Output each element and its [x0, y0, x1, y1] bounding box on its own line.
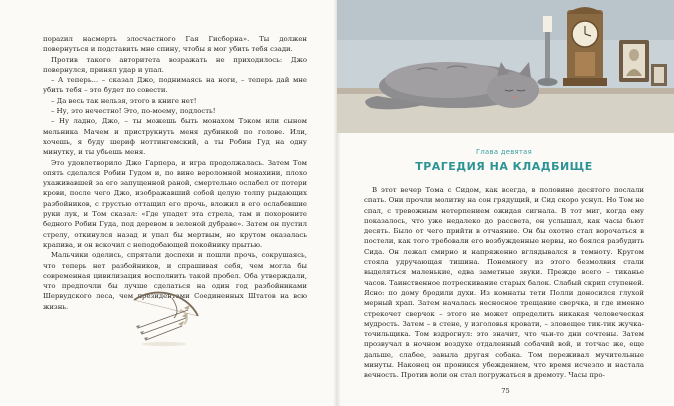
paragraph: порazил насмерть злосчастного Гая Гисборна». Ты должен повернуться и подставить мне спину, чтобы я мог убить тебя сзади. [43, 35, 307, 54]
page-number: 75 [501, 387, 510, 395]
paragraph: Это удовлетворило Джо Гарпера, и игра продолжалась. Затем Том опять сделался Робин Гудом и, по вине вероломной монахини, плохо ухаживавшей за его запущенной раной, смертельно ослабел от потери крови, после чего Джо, изображавший собой целую толпу рыдающих разбойников, с грустью оттащил его прочь, вложил в его ослабевшие руки лук, и Том сказал: «Где упадет эта стрела, там и похороните бедного Робин Гуда, под деревом в зеленой дубраве». Затем он пустил стрелу, откинулся назад и упал бы мертвым, но крутом оказалась крапива, и он вскочил с неподобающей покойнику прытью. [43, 158, 307, 249]
right-page [337, 0, 674, 406]
picture-frame-icon [619, 40, 649, 82]
paragraph: – Ну ладно, Джо, – ты можешь быть монахом Тэком или сыном мельника Мачем и приструкнуть меня дубинкой по голове. Или, хочешь, я буду шериф ноттингемский, а ты Робин Гуд на одну минутку, и ты убьешь меня. [43, 117, 307, 157]
sleeping-cat-illustration [337, 0, 674, 133]
right-text-block [364, 185, 644, 381]
paragraph: – Ну, это нечестно! Это, по-моему, подлость! [51, 107, 216, 116]
chapter-label: Глава девятая [475, 148, 533, 156]
left-text-block [43, 34, 307, 312]
paragraph: Мальчики оделись, спрятали доспехи и пошли прочь, сокрушаясь, что теперь нет разбойников, и спрашивая себя, чем могла бы современная цивилизация восполнить такой пробел. Оба утверждали, что предпочли бы лучше сделаться на один год разбойниками Шервудского леса, чем президентами Соединенных Штатов на всю жизнь. [43, 251, 307, 311]
bow-and-arrows-illustration [128, 288, 204, 348]
clock-icon [563, 7, 607, 86]
paragraph: В этот вечер Тома с Сидом, как всегда, в половине десятого послали спать. Они прочли молитву на сон грядущий, и Сид скоро уснул. Но Том не спал, с тревожным нетерпением ожидая сигнала. В тот миг, когда ему показалось, что уже недалеко до рассвета, он услышал, как часы бьют десять. Было от чего прийти в отчаяние. Он бы охотно стал ворочаться в постели, как того требовали его возбужденные нервы, но боялся разбудить Сида. Он лежал смирно и напряженно вглядывался в темноту. Кругом стояла удручающая тишина. Понемногу из этого безмолвия стали выделяться маленькие, едва заметные звуки. Прежде всего – тиканье часов. Таинственное потрескивание старых балок. Слабый скрип ступеней. Ясно: по дому бродили духи. Из комнаты тети Полли доносился глухой мерный храп. Затем началась несносное трещание сверчка, и где именно стрекочет сверчок – этого не может определить никакая человеческая мудрость. Затем – в стене, у изголовья кровати, – зловещее тик-тик жучка-точильщика. Том вздрогнул: это значит, что чьи-то дни сочтены. Затем прозвучал в ночном воздухе отдаленный собачий вой, и тотчас же, еще дальше, слабее, завыла другая собака. Том переживал мучительные минуты. Наконец он проникся убеждением, что время исчезло и настала вечность. Против воли он стал погружаться в дремоту. Часы про- [364, 186, 644, 380]
paragraph: Против такого авторитета возражать не приходилось: Джо повернулся, принял удар и упал. [43, 55, 307, 74]
paragraph: – А теперь... – сказал Джо, поднимаясь на ноги, – теперь дай мне убить тебя – это будет по совести. [43, 76, 307, 95]
paragraph: – Да весь так нельзя, этого в книге нет! [51, 96, 197, 105]
chapter-title: ТРАГЕДИЯ НА КЛАДБИЩЕ [415, 160, 593, 173]
